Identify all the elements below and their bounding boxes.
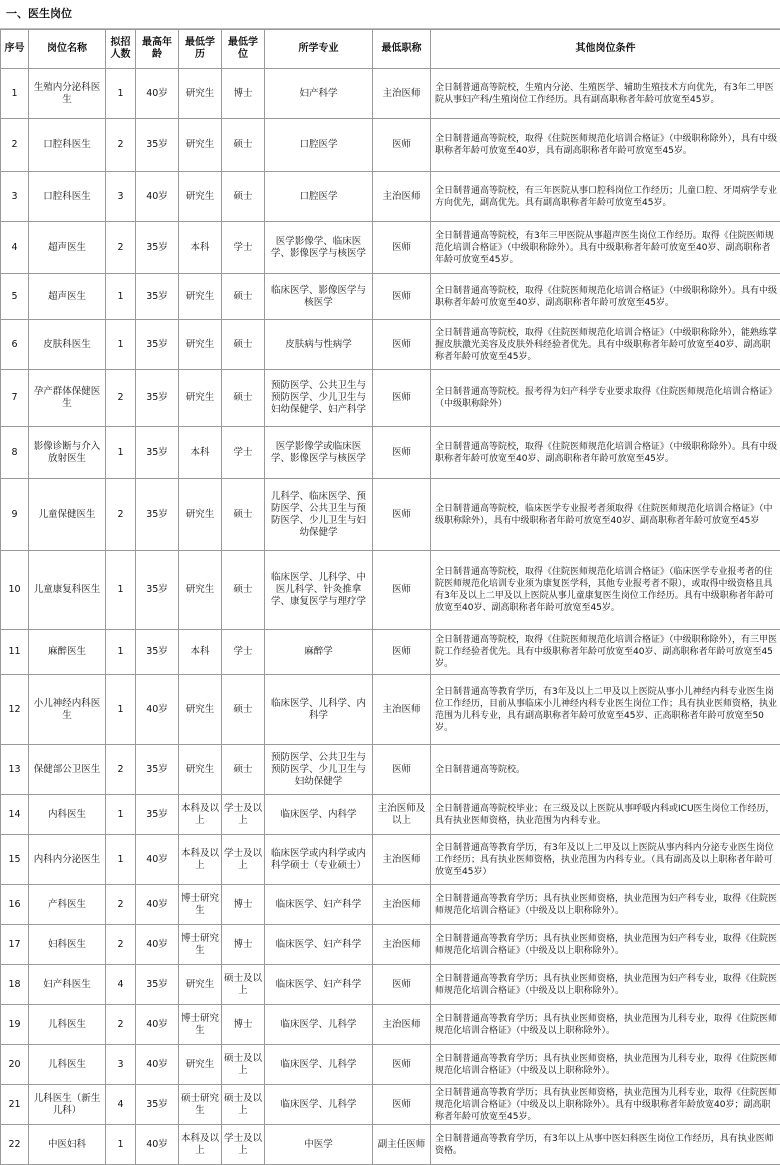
row-max-age: 40岁	[136, 1005, 179, 1045]
row-conditions: 全日制普通高等教育学历，有3年及以上二甲及以上医院从事内科内分泌专业医生岗位工作经历；具有执业医师资格，执业范围为内科专业。（具有副高及以上职称者年龄可放宽至45岁）	[431, 835, 780, 885]
row-max-age: 35岁	[136, 479, 179, 551]
row-max-age: 35岁	[136, 119, 179, 172]
row-major: 妇产科学	[265, 69, 373, 119]
row-major: 医学影像学或临床医学、影像医学与核医学	[265, 427, 373, 479]
row-position: 内科医生	[29, 795, 106, 835]
row-major: 临床医学、儿科学、中医儿科学、针灸推拿学、康复医学与理疗学	[265, 551, 373, 630]
row-conditions: 全日制普通高等教育学历，有3年及以上二甲及以上医院从事小儿神经内科专业医生岗位工作经历，目前从事临床小儿神经内科专业医生岗位工作；具有执业医师资格，执业范围为儿科专业，具有副高职称者年龄可放宽至45岁、正高职称者年龄可放宽至50岁。	[431, 675, 780, 745]
row-title: 主治医师	[373, 835, 431, 885]
row-max-age: 40岁	[136, 1125, 179, 1165]
row-index: 11	[1, 630, 29, 675]
row-conditions: 全日制普通高等教育学历；具有执业医师资格，执业范围为妇产科专业，取得《住院医师规范化培训合格证》（中级及以上职称除外）。	[431, 925, 780, 965]
row-index: 8	[1, 427, 29, 479]
row-index: 1	[1, 69, 29, 119]
row-major: 临床医学、儿科学、内科学	[265, 675, 373, 745]
row-degree: 硕士	[222, 479, 265, 551]
row-title: 医师	[373, 1085, 431, 1125]
row-major: 医学影像学、临床医学、影像医学与核医学	[265, 222, 373, 274]
row-major: 临床医学、儿科学	[265, 1005, 373, 1045]
row-count: 1	[106, 795, 136, 835]
row-conditions: 全日制普通高等院校。报考得为妇产科学专业要求取得《住院医师规范化培训合格证》（中级职称除外）	[431, 370, 780, 427]
row-max-age: 35岁	[136, 427, 179, 479]
row-conditions: 全日制普通高等院校，取得《住院医师规范化培训合格证》（中级职称除外）。具有中级职称者年龄可放宽至40岁、副高职称者年龄可放宽至45岁。	[431, 427, 780, 479]
row-degree: 硕士	[222, 551, 265, 630]
row-conditions: 全日制普通高等院校。	[431, 745, 780, 795]
row-index: 17	[1, 925, 29, 965]
row-position: 儿童康复科医生	[29, 551, 106, 630]
row-max-age: 40岁	[136, 1045, 179, 1085]
row-degree: 硕士	[222, 320, 265, 370]
row-index: 18	[1, 965, 29, 1005]
row-position: 超声医生	[29, 274, 106, 320]
row-conditions: 全日制普通高等院校，有3年三甲医院从事超声医生岗位工作经历。取得《住院医师规范化培训合格证》（中级职称除外）。具有中级职称者年龄可放宽至40岁、副高职称者年龄可放宽至45岁。	[431, 222, 780, 274]
row-degree: 硕士	[222, 172, 265, 222]
row-education: 研究生	[179, 119, 222, 172]
row-education: 研究生	[179, 274, 222, 320]
header-title: 最低职称	[373, 30, 431, 69]
row-education: 本科	[179, 427, 222, 479]
row-count: 4	[106, 965, 136, 1005]
row-max-age: 40岁	[136, 925, 179, 965]
row-conditions: 全日制普通高等院校，取得《住院医师规范化培训合格证》（中级职称除外），能熟练掌握皮肤激光美容及皮肤外科经验者优先。具有中级职称者年龄可放宽至40岁、副高职称者年龄可放宽至45岁。	[431, 320, 780, 370]
row-count: 3	[106, 172, 136, 222]
row-count: 1	[106, 69, 136, 119]
row-position: 内科内分泌医生	[29, 835, 106, 885]
row-title: 主治医师	[373, 69, 431, 119]
row-education: 本科及以上	[179, 835, 222, 885]
row-degree: 硕士及以上	[222, 1045, 265, 1085]
row-degree: 博士	[222, 69, 265, 119]
table-row	[1, 745, 780, 795]
row-count: 4	[106, 1085, 136, 1125]
header-major: 所学专业	[265, 30, 373, 69]
header-education: 最低学历	[179, 30, 222, 69]
row-conditions: 全日制普通高等教育学历；具有执业医师资格，执业范围为妇产科专业，取得《住院医师规范化培训合格证》（中级及以上职称除外）。	[431, 965, 780, 1005]
row-title: 医师	[373, 1045, 431, 1085]
row-education: 研究生	[179, 1045, 222, 1085]
row-max-age: 35岁	[136, 745, 179, 795]
row-max-age: 35岁	[136, 1085, 179, 1125]
row-education: 博士研究生	[179, 925, 222, 965]
row-conditions: 全日制普通高等院校，取得《住院医师规范化培训合格证》（中级职称除外），有三甲医院工作经验者优先。具有中级职称者年龄可放宽至40岁、副高职称者年龄可放宽至45岁。	[431, 630, 780, 675]
row-count: 1	[106, 630, 136, 675]
row-index: 13	[1, 745, 29, 795]
row-conditions: 全日制普通高等院校，生殖内分泌、生殖医学、辅助生殖技术方向优先，有3年二甲医院从事妇产科/生殖岗位工作经历。具有副高职称者年龄可放宽至45岁。	[431, 69, 780, 119]
row-index: 16	[1, 885, 29, 925]
row-index: 2	[1, 119, 29, 172]
row-index: 22	[1, 1125, 29, 1165]
row-major: 皮肤病与性病学	[265, 320, 373, 370]
row-degree: 博士	[222, 1005, 265, 1045]
row-education: 研究生	[179, 965, 222, 1005]
row-major: 临床医学、妇产科学	[265, 965, 373, 1005]
row-title: 主治医师	[373, 1005, 431, 1045]
row-degree: 硕士	[222, 274, 265, 320]
row-title: 医师	[373, 222, 431, 274]
row-count: 2	[106, 885, 136, 925]
row-max-age: 35岁	[136, 795, 179, 835]
row-position: 小儿神经内科医生	[29, 675, 106, 745]
row-conditions: 全日制普通高等院校，临床医学专业报考者须取得《住院医师规范化培训合格证》（中级职称除外），具有中级职称者年龄可放宽至40岁、副高职称者年龄可放宽至45岁	[431, 479, 780, 551]
section-title: 一、医生岗位	[0, 0, 780, 29]
row-conditions: 全日制普通高等院校，取得《住院医师规范化培训合格证》（临床医学专业报考者的住院医师规范化培训专业须为康复医学科，其他专业报考者不限），或取得中级资格且具有3年及以上二甲及以上医院从事儿童康复医生岗位工作经历。具有中级职称者年龄可放宽至40岁、副高职称者年龄可放宽至45岁。	[431, 551, 780, 630]
row-title: 医师	[373, 320, 431, 370]
row-degree: 博士	[222, 925, 265, 965]
row-index: 6	[1, 320, 29, 370]
row-position: 儿科医生	[29, 1045, 106, 1085]
row-index: 4	[1, 222, 29, 274]
row-major: 临床医学、妇产科学	[265, 885, 373, 925]
row-count: 2	[106, 479, 136, 551]
row-education: 研究生	[179, 69, 222, 119]
row-title: 医师	[373, 427, 431, 479]
row-degree: 学士	[222, 630, 265, 675]
table-row	[1, 835, 780, 885]
row-position: 中医妇科	[29, 1125, 106, 1165]
row-index: 9	[1, 479, 29, 551]
row-max-age: 35岁	[136, 370, 179, 427]
row-position: 口腔科医生	[29, 119, 106, 172]
header-position: 岗位名称	[29, 30, 106, 69]
table-row	[1, 370, 780, 427]
row-count: 1	[106, 1125, 136, 1165]
row-major: 临床医学、妇产科学	[265, 925, 373, 965]
row-conditions: 全日制普通高等教育学历；具有执业医师资格，执业范围为儿科专业，取得《住院医师规范化培训合格证》（中级及以上职称除外）。	[431, 1045, 780, 1085]
row-education: 研究生	[179, 172, 222, 222]
row-education: 硕士研究生	[179, 1085, 222, 1125]
row-major: 麻醉学	[265, 630, 373, 675]
row-max-age: 35岁	[136, 630, 179, 675]
header-index: 序号	[1, 30, 29, 69]
row-max-age: 40岁	[136, 675, 179, 745]
row-degree: 博士	[222, 885, 265, 925]
row-education: 本科	[179, 630, 222, 675]
row-conditions: 全日制普通高等院校，取得《住院医师规范化培训合格证》（中级职称除外）。具有中级职称者年龄可放宽至40岁、副高职称者年龄可放宽至45岁。	[431, 274, 780, 320]
row-position: 麻醉医生	[29, 630, 106, 675]
table-row	[1, 69, 780, 119]
row-title: 主治医师	[373, 172, 431, 222]
row-count: 2	[106, 1005, 136, 1045]
header-conditions: 其他岗位条件	[431, 30, 780, 69]
row-count: 2	[106, 222, 136, 274]
table-row	[1, 925, 780, 965]
row-major: 临床医学、儿科学	[265, 1085, 373, 1125]
row-education: 研究生	[179, 479, 222, 551]
row-major: 口腔医学	[265, 172, 373, 222]
row-count: 1	[106, 675, 136, 745]
table-row	[1, 320, 780, 370]
row-major: 儿科学、临床医学、预防医学、公共卫生与预防医学、少儿卫生与妇幼保健学	[265, 479, 373, 551]
row-count: 1	[106, 835, 136, 885]
row-education: 研究生	[179, 370, 222, 427]
row-index: 20	[1, 1045, 29, 1085]
row-conditions: 全日制普通高等教育学历；具有执业医师资格，执业范围为儿科专业，取得《住院医师规范化培训合格证》（中级及以上职称除外）。具有中级职称者年龄放宽40岁；副高职称者年龄可放宽至45岁。	[431, 1085, 780, 1125]
row-degree: 硕士	[222, 675, 265, 745]
row-major: 临床医学或内科学或内科学硕士（专业硕士）	[265, 835, 373, 885]
row-title: 医师	[373, 745, 431, 795]
row-education: 本科	[179, 222, 222, 274]
row-count: 1	[106, 320, 136, 370]
row-count: 2	[106, 745, 136, 795]
table-row	[1, 885, 780, 925]
row-title: 医师	[373, 274, 431, 320]
row-major: 预防医学、公共卫生与预防医学、少儿卫生与妇幼保健学	[265, 745, 373, 795]
row-count: 2	[106, 119, 136, 172]
row-degree: 硕士及以上	[222, 965, 265, 1005]
row-degree: 学士	[222, 222, 265, 274]
table-row	[1, 1085, 780, 1125]
row-title: 主治医师	[373, 925, 431, 965]
table-row	[1, 274, 780, 320]
row-count: 2	[106, 370, 136, 427]
row-degree: 学士及以上	[222, 795, 265, 835]
row-max-age: 40岁	[136, 172, 179, 222]
row-position: 生殖内分泌科医生	[29, 69, 106, 119]
row-conditions: 全日制普通高等教育学历；具有执业医师资格，执业范围为妇产科专业，取得《住院医师规范化培训合格证》（中级及以上职称除外）。	[431, 885, 780, 925]
row-education: 本科及以上	[179, 795, 222, 835]
row-count: 1	[106, 274, 136, 320]
row-index: 21	[1, 1085, 29, 1125]
row-count: 1	[106, 551, 136, 630]
row-major: 临床医学、内科学	[265, 795, 373, 835]
row-position: 妇科医生	[29, 925, 106, 965]
row-title: 医师	[373, 551, 431, 630]
table-row	[1, 119, 780, 172]
row-degree: 硕士及以上	[222, 1085, 265, 1125]
row-degree: 学士	[222, 427, 265, 479]
row-count: 3	[106, 1045, 136, 1085]
row-title: 医师	[373, 119, 431, 172]
row-degree: 学士及以上	[222, 835, 265, 885]
row-major: 临床医学、影像医学与核医学	[265, 274, 373, 320]
row-education: 研究生	[179, 675, 222, 745]
row-major: 预防医学、公共卫生与预防医学、少儿卫生与妇幼保健学、妇产科学	[265, 370, 373, 427]
row-degree: 硕士	[222, 119, 265, 172]
row-position: 妇产科医生	[29, 965, 106, 1005]
row-title: 医师	[373, 370, 431, 427]
table-row	[1, 172, 780, 222]
row-position: 儿科医生	[29, 1005, 106, 1045]
row-max-age: 40岁	[136, 69, 179, 119]
row-index: 3	[1, 172, 29, 222]
header-degree: 最低学位	[222, 30, 265, 69]
row-conditions: 全日制普通高等教育学历，有3年以上从事中医妇科医生岗位工作经历，具有执业医师资格。	[431, 1125, 780, 1165]
row-title: 医师	[373, 479, 431, 551]
row-position: 儿童保健医生	[29, 479, 106, 551]
row-index: 7	[1, 370, 29, 427]
table-row	[1, 965, 780, 1005]
table-row	[1, 222, 780, 274]
header-max-age: 最高年龄	[136, 30, 179, 69]
row-education: 研究生	[179, 551, 222, 630]
row-position: 超声医生	[29, 222, 106, 274]
row-education: 博士研究生	[179, 1005, 222, 1045]
table-row	[1, 427, 780, 479]
row-position: 保健部公卫医生	[29, 745, 106, 795]
row-max-age: 40岁	[136, 885, 179, 925]
row-position: 影像诊断与介入放射医生	[29, 427, 106, 479]
row-max-age: 35岁	[136, 320, 179, 370]
row-index: 5	[1, 274, 29, 320]
row-education: 博士研究生	[179, 885, 222, 925]
row-degree: 硕士	[222, 745, 265, 795]
row-education: 本科及以上	[179, 1125, 222, 1165]
positions-table	[0, 29, 780, 1165]
row-index: 15	[1, 835, 29, 885]
row-count: 1	[106, 427, 136, 479]
row-max-age: 35岁	[136, 222, 179, 274]
row-count: 2	[106, 925, 136, 965]
row-index: 14	[1, 795, 29, 835]
row-education: 研究生	[179, 745, 222, 795]
table-row	[1, 1045, 780, 1085]
row-max-age: 40岁	[136, 835, 179, 885]
row-title: 医师	[373, 630, 431, 675]
row-index: 10	[1, 551, 29, 630]
header-count: 拟招人数	[106, 30, 136, 69]
row-position: 产科医生	[29, 885, 106, 925]
row-title: 主治医师及以上	[373, 795, 431, 835]
row-position: 皮肤科医生	[29, 320, 106, 370]
row-index: 12	[1, 675, 29, 745]
row-education: 研究生	[179, 320, 222, 370]
row-major: 中医学	[265, 1125, 373, 1165]
table-header-row	[1, 30, 780, 69]
row-index: 19	[1, 1005, 29, 1045]
row-title: 主治医师	[373, 885, 431, 925]
table-row	[1, 1125, 780, 1165]
row-title: 主治医师	[373, 675, 431, 745]
table-row	[1, 675, 780, 745]
row-conditions: 全日制普通高等教育学历；具有执业医师资格，执业范围为儿科专业，取得《住院医师规范化培训合格证》（中级及以上职称除外）。	[431, 1005, 780, 1045]
row-title: 医师	[373, 965, 431, 1005]
table-row	[1, 1005, 780, 1045]
row-position: 孕产群体保健医生	[29, 370, 106, 427]
row-title: 副主任医师	[373, 1125, 431, 1165]
row-major: 口腔医学	[265, 119, 373, 172]
row-max-age: 35岁	[136, 551, 179, 630]
table-row	[1, 795, 780, 835]
row-max-age: 35岁	[136, 965, 179, 1005]
row-position: 儿科医生（新生儿科）	[29, 1085, 106, 1125]
row-position: 口腔科医生	[29, 172, 106, 222]
row-max-age: 35岁	[136, 274, 179, 320]
row-degree: 硕士	[222, 370, 265, 427]
row-conditions: 全日制普通高等院校毕业；在三级及以上医院从事呼吸内科或ICU医生岗位工作经历，具有执业医师资格，执业范围为内科专业。	[431, 795, 780, 835]
table-row	[1, 551, 780, 630]
table-row	[1, 479, 780, 551]
row-conditions: 全日制普通高等院校，有三年医院从事口腔科岗位工作经历；儿童口腔、牙周病学专业方向优先，副高优先。具有副高职称者年龄可放宽至45岁。	[431, 172, 780, 222]
row-conditions: 全日制普通高等院校，取得《住院医师规范化培训合格证》（中级职称除外），具有中级职称者年龄可放宽至40岁，具有副高职称者年龄可放宽至45岁。	[431, 119, 780, 172]
row-degree: 学士及以上	[222, 1125, 265, 1165]
row-major: 临床医学、儿科学	[265, 1045, 373, 1085]
table-row	[1, 630, 780, 675]
